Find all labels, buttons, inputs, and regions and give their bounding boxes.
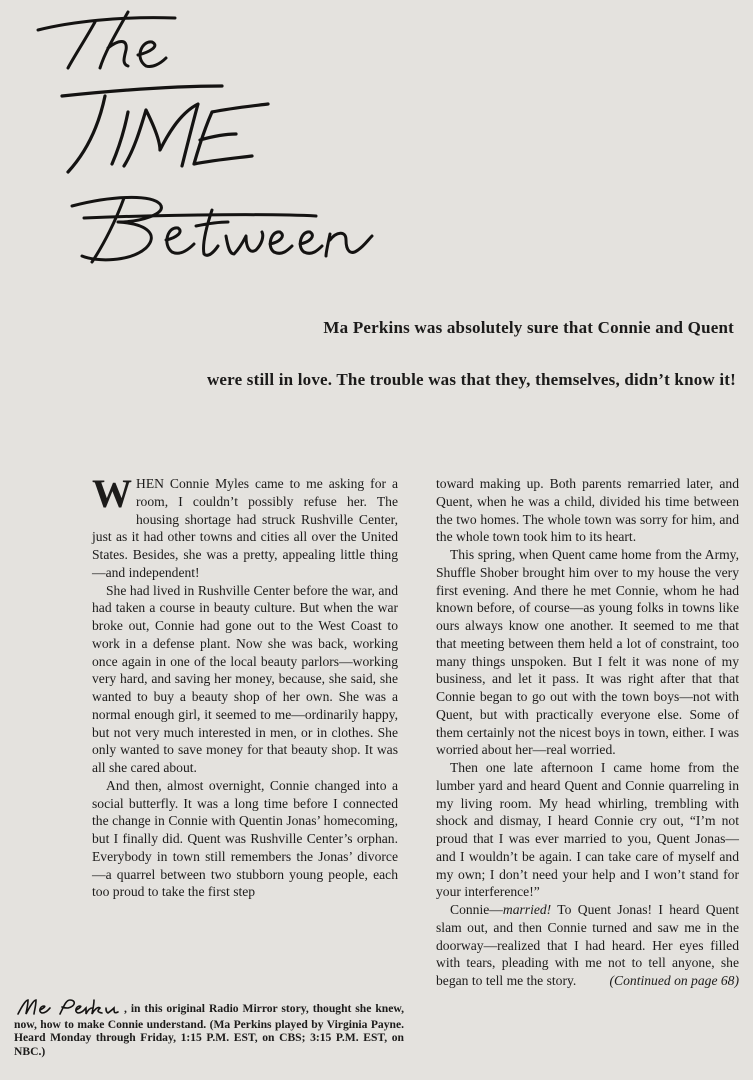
title-script-between — [72, 197, 372, 262]
subheadline-line-2: were still in love. The trouble was that they, themselves, didn’t know it! — [206, 370, 736, 389]
article-paragraph-last: Connie—married! To Quent Jonas! I heard Quent slam out, and then Connie turned and saw me in the doorway—realized that I had heard. Her eyes filled with tears, pleading with me not to tell anyone, she began to tell me the story. — [436, 902, 739, 988]
title-script-time — [62, 86, 268, 172]
article-column-left — [92, 471, 398, 901]
article-paragraph: toward making up. Both parents remarried later, and Quent, when he was a child, divided his time between the two homes. The whole town was sorry for him, and the whole town took him to its heart. — [436, 476, 739, 545]
title-script-the — [38, 12, 175, 68]
title-lettering — [0, 0, 420, 290]
article-paragraph: Then one late afternoon I came home from the lumber yard and heard Quent and Connie quarreling in my living room. My head whirling, trembling with shock and dismay, I heard Connie cry out, “I’m not proud that I was ever married to you, Quent Jonas—and I wouldn’t be again. I can take care of myself and my own; I don’t need your help and I won’t stand for your interference!” — [436, 760, 739, 900]
article-paragraph: WHEN Connie Myles came to me asking for a room, I couldn’t possibly refuse her. The housing shortage had struck Rushville Center, just as it had other towns and cities all over the United States. Besides, she was a pretty, appealing little thing—and independent! — [92, 471, 398, 580]
drop-cap: W — [92, 471, 132, 516]
article-column-right — [436, 475, 739, 990]
article-paragraph: She had lived in Rushville Center before the war, and had taken a course in beauty culture. But when the war broke out, Connie had gone out to the West Coast to work in a defense plant. Now she was back, working once again in one of the local beauty parlors—working very hard, and saving her money, because, she said, she wanted to buy a beauty shop of her own. She was a normal enough girl, it seemed to me—ordinarily happy, but not very much interested in men, or in clothes. She only wanted to save money for that beauty shop. It was all she cared about. — [92, 582, 398, 775]
article-paragraph: And then, almost overnight, Connie changed into a social butterfly. It was a long time before I connected the change in Connie with Quentin Jonas’ homecoming, but I finally did. Quent was Rushville Center’s orphan. Everybody in town still remembers the Jonas’ divorce—a quarrel between two stubborn young people, each too proud to take the first step — [92, 777, 398, 900]
emphasis-married: married! — [502, 902, 552, 917]
ma-perkins-signature — [14, 996, 124, 1018]
continued-on-page: (Continued on page 68) — [609, 973, 739, 988]
subheadline-line-1: Ma Perkins was absolutely sure that Connie and Quent — [323, 318, 734, 337]
article-paragraph: This spring, when Quent came home from the Army, Shuffle Shober brought him over to my house the very first evening. And there he met Connie, whom he had known before, of course—as young folks in towns like ours always know one another. It seemed to me that that meeting between them held a lot of constraint, too many things unspoken. But I felt it was none of my business, and let it pass. It was right after that that Connie began to go out with the town boys—not with Quent, but with practically everyone else. Some of them certainly not the nicest boys in town, either. I was worried about her—real worried. — [436, 547, 739, 758]
credit-text: , in this original Radio Mirror story, thought she knew, now, how to make Connie understand. (Ma Perkins played by Virginia Payne. Heard Monday through Friday, 1:15 P.M. EST, on CBS; 3:15 P.M. EST, on NBC.) — [14, 1002, 404, 1058]
radio-credit — [14, 996, 404, 1058]
